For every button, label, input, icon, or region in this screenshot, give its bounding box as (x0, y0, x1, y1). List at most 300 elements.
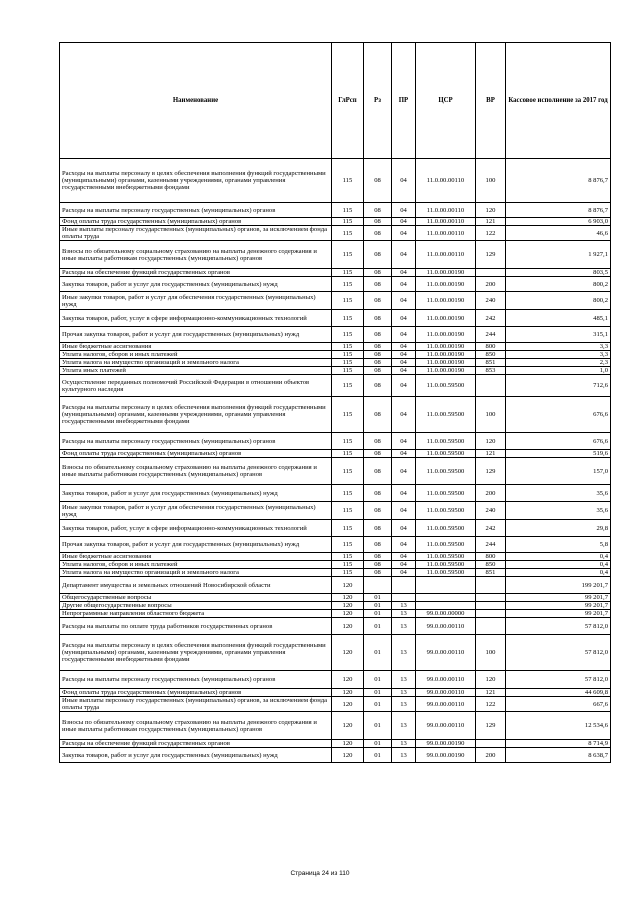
row-glrsp-cell: 115 (332, 351, 364, 359)
row-vr-cell: 244 (476, 537, 506, 553)
row-rz-cell: 08 (364, 450, 392, 458)
row-pr-cell: 13 (392, 602, 416, 610)
row-amount-cell: 12 534,6 (506, 712, 611, 740)
row-pr-cell: 04 (392, 537, 416, 553)
row-csr-cell: 11.0.00.59500 (416, 485, 476, 502)
row-csr-cell: 99.0.00.00110 (416, 635, 476, 671)
row-amount-cell: 57 812,0 (506, 635, 611, 671)
row-amount-cell: 8 876,7 (506, 203, 611, 218)
row-vr-cell: 240 (476, 292, 506, 310)
row-name-cell: Закупка товаров, работ, услуг в сфере информационно-коммуникационных технологий (60, 310, 332, 327)
row-glrsp-cell: 120 (332, 610, 364, 618)
row-csr-cell: 11.0.00.59500 (416, 502, 476, 520)
row-glrsp-cell: 115 (332, 537, 364, 553)
row-name-cell: Уплата налога на имущество организаций и земельного налога (60, 359, 332, 367)
row-amount-cell: 519,6 (506, 450, 611, 458)
row-rz-cell: 01 (364, 594, 392, 602)
table-row (60, 740, 611, 748)
row-csr-cell: 11.0.00.59500 (416, 561, 476, 569)
row-glrsp-cell: 115 (332, 569, 364, 577)
row-name-cell: Департамент имущества и земельных отношений Новосибирской области (60, 577, 332, 594)
row-glrsp-cell: 120 (332, 635, 364, 671)
row-name-cell: Взносы по обязательному социальному страхованию на выплаты денежного содержания и иные выплаты работникам государственных (муниципальных) органов (60, 458, 332, 485)
row-amount-cell: 485,1 (506, 310, 611, 327)
row-glrsp-cell: 115 (332, 203, 364, 218)
row-name-cell: Общегосударственные вопросы (60, 594, 332, 602)
row-csr-cell: 99.0.00.00190 (416, 740, 476, 748)
table-row (60, 458, 611, 485)
row-name-cell: Расходы на выплаты персоналу государственных (муниципальных) органов (60, 203, 332, 218)
row-vr-cell: 121 (476, 218, 506, 226)
row-vr-cell: 122 (476, 697, 506, 712)
row-vr-cell: 200 (476, 748, 506, 763)
row-glrsp-cell: 120 (332, 602, 364, 610)
table-row (60, 618, 611, 635)
row-vr-cell (476, 610, 506, 618)
row-amount-cell: 44 609,8 (506, 689, 611, 697)
row-vr-cell: 800 (476, 553, 506, 561)
row-csr-cell: 99.0.00.00110 (416, 712, 476, 740)
row-name-cell: Другие общегосударственные вопросы (60, 602, 332, 610)
table-row (60, 375, 611, 397)
row-pr-cell: 13 (392, 689, 416, 697)
row-glrsp-cell: 115 (332, 159, 364, 203)
row-pr-cell: 13 (392, 712, 416, 740)
row-rz-cell: 01 (364, 689, 392, 697)
table-row (60, 697, 611, 712)
row-amount-cell: 712,6 (506, 375, 611, 397)
row-pr-cell: 04 (392, 485, 416, 502)
row-csr-cell: 11.0.00.59500 (416, 553, 476, 561)
row-glrsp-cell: 120 (332, 577, 364, 594)
table-row (60, 397, 611, 433)
row-rz-cell: 08 (364, 310, 392, 327)
row-csr-cell: 11.0.00.59500 (416, 375, 476, 397)
row-name-cell: Непрограммные направления областного бюджета (60, 610, 332, 618)
row-glrsp-cell: 120 (332, 618, 364, 635)
row-glrsp-cell: 115 (332, 502, 364, 520)
row-pr-cell: 13 (392, 697, 416, 712)
row-glrsp-cell: 115 (332, 458, 364, 485)
table-row (60, 561, 611, 569)
row-name-cell: Расходы на выплаты персоналу в целях обеспечения выполнения функций государственными (муниципальными) органами, казенными учреждениями, органами управления государственными внебюджетными фондами (60, 635, 332, 671)
row-csr-cell: 11.0.00.00190 (416, 269, 476, 277)
row-amount-cell: 157,0 (506, 458, 611, 485)
table-row (60, 218, 611, 226)
row-pr-cell: 04 (392, 359, 416, 367)
row-amount-cell: 99 201,7 (506, 610, 611, 618)
row-glrsp-cell: 115 (332, 241, 364, 269)
row-rz-cell: 08 (364, 218, 392, 226)
row-rz-cell: 01 (364, 602, 392, 610)
row-glrsp-cell: 115 (332, 367, 364, 375)
table-body (60, 159, 611, 763)
row-vr-cell: 242 (476, 310, 506, 327)
row-pr-cell: 04 (392, 351, 416, 359)
table-row (60, 671, 611, 689)
row-vr-cell: 129 (476, 458, 506, 485)
row-pr-cell: 04 (392, 159, 416, 203)
row-glrsp-cell: 115 (332, 553, 364, 561)
row-csr-cell: 11.0.00.00110 (416, 159, 476, 203)
row-pr-cell: 13 (392, 618, 416, 635)
row-name-cell: Уплата налогов, сборов и иных платежей (60, 351, 332, 359)
row-rz-cell: 08 (364, 203, 392, 218)
row-rz-cell: 08 (364, 537, 392, 553)
table-row (60, 277, 611, 292)
row-amount-cell: 5,8 (506, 537, 611, 553)
row-name-cell: Расходы на обеспечение функций государственных органов (60, 269, 332, 277)
row-pr-cell: 04 (392, 277, 416, 292)
row-glrsp-cell: 120 (332, 671, 364, 689)
row-pr-cell: 04 (392, 343, 416, 351)
table-row (60, 553, 611, 561)
row-amount-cell: 35,6 (506, 502, 611, 520)
row-vr-cell: 850 (476, 351, 506, 359)
row-vr-cell: 100 (476, 397, 506, 433)
row-pr-cell: 13 (392, 671, 416, 689)
row-vr-cell: 120 (476, 203, 506, 218)
row-vr-cell: 121 (476, 689, 506, 697)
row-rz-cell (364, 577, 392, 594)
table-row (60, 748, 611, 763)
table-row (60, 689, 611, 697)
row-rz-cell: 08 (364, 159, 392, 203)
row-amount-cell: 99 201,7 (506, 602, 611, 610)
row-csr-cell: 11.0.00.59500 (416, 433, 476, 450)
row-csr-cell: 99.0.00.00000 (416, 610, 476, 618)
row-name-cell: Закупка товаров, работ, услуг в сфере информационно-коммуникационных технологий (60, 520, 332, 537)
row-csr-cell: 11.0.00.00190 (416, 277, 476, 292)
row-name-cell: Осуществление переданных полномочий Российской Федерации в отношении объектов культурного наследия (60, 375, 332, 397)
row-vr-cell: 244 (476, 327, 506, 343)
row-rz-cell: 08 (364, 433, 392, 450)
row-csr-cell: 11.0.00.00190 (416, 359, 476, 367)
row-name-cell: Прочая закупка товаров, работ и услуг для государственных (муниципальных) нужд (60, 327, 332, 343)
row-csr-cell: 11.0.00.00190 (416, 292, 476, 310)
row-pr-cell (392, 577, 416, 594)
row-amount-cell: 8 876,7 (506, 159, 611, 203)
row-rz-cell: 08 (364, 367, 392, 375)
row-csr-cell: 99.0.00.00110 (416, 697, 476, 712)
table-row (60, 485, 611, 502)
row-csr-cell: 99.0.00.00110 (416, 618, 476, 635)
row-glrsp-cell: 115 (332, 561, 364, 569)
header-name: Наименование (60, 43, 332, 159)
table-row (60, 292, 611, 310)
row-glrsp-cell: 120 (332, 697, 364, 712)
table-row (60, 327, 611, 343)
row-csr-cell: 11.0.00.00110 (416, 218, 476, 226)
table-row (60, 203, 611, 218)
header-glrsp: ГлРсп (332, 43, 364, 159)
row-csr-cell: 99.0.00.00110 (416, 689, 476, 697)
row-amount-cell: 3,3 (506, 343, 611, 351)
row-glrsp-cell: 120 (332, 748, 364, 763)
row-rz-cell: 01 (364, 618, 392, 635)
row-glrsp-cell: 115 (332, 226, 364, 241)
header-rz: Рз (364, 43, 392, 159)
row-csr-cell: 11.0.00.00110 (416, 203, 476, 218)
row-vr-cell (476, 594, 506, 602)
row-name-cell: Расходы на выплаты персоналу государственных (муниципальных) органов (60, 671, 332, 689)
row-glrsp-cell: 120 (332, 712, 364, 740)
row-csr-cell: 99.0.00.00190 (416, 748, 476, 763)
row-csr-cell: 99.0.00.00110 (416, 671, 476, 689)
row-vr-cell (476, 375, 506, 397)
row-name-cell: Фонд оплаты труда государственных (муниципальных) органов (60, 689, 332, 697)
row-rz-cell: 08 (364, 226, 392, 241)
row-csr-cell: 11.0.00.59500 (416, 450, 476, 458)
row-amount-cell: 0,4 (506, 569, 611, 577)
page-footer: Страница 24 из 110 (290, 870, 350, 877)
row-pr-cell: 04 (392, 397, 416, 433)
row-rz-cell: 08 (364, 561, 392, 569)
row-vr-cell: 851 (476, 359, 506, 367)
table-row (60, 537, 611, 553)
row-pr-cell: 04 (392, 292, 416, 310)
row-rz-cell: 01 (364, 748, 392, 763)
row-amount-cell: 800,2 (506, 277, 611, 292)
row-name-cell: Расходы на обеспечение функций государственных органов (60, 740, 332, 748)
row-name-cell: Прочая закупка товаров, работ и услуг для государственных (муниципальных) нужд (60, 537, 332, 553)
row-vr-cell (476, 602, 506, 610)
header-amount: Кассовое исполнение за 2017 год (506, 43, 611, 159)
row-pr-cell: 04 (392, 458, 416, 485)
row-vr-cell (476, 740, 506, 748)
row-amount-cell: 46,6 (506, 226, 611, 241)
row-vr-cell: 853 (476, 367, 506, 375)
row-rz-cell: 08 (364, 359, 392, 367)
row-pr-cell: 04 (392, 241, 416, 269)
table-row (60, 610, 611, 618)
row-csr-cell: 11.0.00.00190 (416, 343, 476, 351)
budget-table (59, 42, 611, 763)
row-glrsp-cell: 120 (332, 689, 364, 697)
row-pr-cell: 13 (392, 635, 416, 671)
table-row (60, 712, 611, 740)
row-rz-cell: 08 (364, 553, 392, 561)
row-glrsp-cell: 115 (332, 327, 364, 343)
row-pr-cell: 04 (392, 569, 416, 577)
row-vr-cell: 240 (476, 502, 506, 520)
table-row (60, 310, 611, 327)
row-glrsp-cell: 115 (332, 520, 364, 537)
row-rz-cell: 08 (364, 351, 392, 359)
row-name-cell: Фонд оплаты труда государственных (муниципальных) органов (60, 218, 332, 226)
table-row (60, 450, 611, 458)
header-csr: ЦСР (416, 43, 476, 159)
header-pr: ПР (392, 43, 416, 159)
table-row (60, 367, 611, 375)
row-amount-cell: 1,0 (506, 367, 611, 375)
row-amount-cell: 0,4 (506, 553, 611, 561)
row-csr-cell: 11.0.00.59500 (416, 458, 476, 485)
row-vr-cell (476, 577, 506, 594)
row-pr-cell: 04 (392, 327, 416, 343)
table-row (60, 577, 611, 594)
row-name-cell: Уплата налога на имущество организаций и земельного налога (60, 569, 332, 577)
row-rz-cell: 08 (364, 397, 392, 433)
row-name-cell: Взносы по обязательному социальному страхованию на выплаты денежного содержания и иные выплаты работникам государственных (муниципальных) органов (60, 241, 332, 269)
table-header (60, 43, 611, 159)
row-rz-cell: 01 (364, 712, 392, 740)
row-name-cell: Расходы на выплаты персоналу в целях обеспечения выполнения функций государственными (муниципальными) органами, казенными учреждениями, органами управления государственными внебюджетными фондами (60, 159, 332, 203)
row-amount-cell: 29,8 (506, 520, 611, 537)
row-csr-cell (416, 602, 476, 610)
row-rz-cell: 08 (364, 375, 392, 397)
table-row (60, 359, 611, 367)
row-csr-cell (416, 577, 476, 594)
row-rz-cell: 08 (364, 277, 392, 292)
row-name-cell: Уплата налогов, сборов и иных платежей (60, 561, 332, 569)
row-name-cell: Иные выплаты персоналу государственных (муниципальных) органов, за исключением фонда оплаты труда (60, 697, 332, 712)
row-glrsp-cell: 120 (332, 740, 364, 748)
table-row (60, 433, 611, 450)
row-vr-cell: 242 (476, 520, 506, 537)
row-csr-cell: 11.0.00.59500 (416, 520, 476, 537)
table-row (60, 241, 611, 269)
table-row (60, 159, 611, 203)
row-rz-cell: 08 (364, 502, 392, 520)
row-name-cell: Расходы на выплаты персоналу государственных (муниципальных) органов (60, 433, 332, 450)
row-pr-cell: 04 (392, 553, 416, 561)
row-glrsp-cell: 115 (332, 277, 364, 292)
header-vr: ВР (476, 43, 506, 159)
row-name-cell: Иные закупки товаров, работ и услуг для обеспечения государственных (муниципальных) нужд (60, 292, 332, 310)
row-amount-cell: 676,6 (506, 397, 611, 433)
row-vr-cell: 129 (476, 712, 506, 740)
row-csr-cell: 11.0.00.00110 (416, 226, 476, 241)
row-vr-cell: 800 (476, 343, 506, 351)
row-name-cell: Иные бюджетные ассигнования (60, 553, 332, 561)
row-pr-cell: 04 (392, 218, 416, 226)
row-amount-cell: 676,6 (506, 433, 611, 450)
row-name-cell: Расходы на выплаты персоналу в целях обеспечения выполнения функций государственными (муниципальными) органами, казенными учреждениями, органами управления государственными внебюджетными фондами (60, 397, 332, 433)
row-vr-cell (476, 269, 506, 277)
row-rz-cell: 08 (364, 485, 392, 502)
row-name-cell: Иные закупки товаров, работ и услуг для обеспечения государственных (муниципальных) нужд (60, 502, 332, 520)
row-csr-cell: 11.0.00.00190 (416, 310, 476, 327)
row-vr-cell: 200 (476, 277, 506, 292)
row-amount-cell: 6 903,0 (506, 218, 611, 226)
row-rz-cell: 08 (364, 520, 392, 537)
row-vr-cell: 100 (476, 635, 506, 671)
row-pr-cell: 04 (392, 433, 416, 450)
row-pr-cell: 13 (392, 748, 416, 763)
row-pr-cell: 04 (392, 226, 416, 241)
row-rz-cell: 08 (364, 343, 392, 351)
row-glrsp-cell: 115 (332, 359, 364, 367)
row-rz-cell: 01 (364, 671, 392, 689)
row-amount-cell: 315,1 (506, 327, 611, 343)
row-name-cell: Расходы на выплаты по оплате труда работников государственных органов (60, 618, 332, 635)
row-glrsp-cell: 120 (332, 594, 364, 602)
header-row (60, 43, 611, 159)
row-vr-cell (476, 618, 506, 635)
row-pr-cell: 04 (392, 561, 416, 569)
row-name-cell: Закупка товаров, работ и услуг для государственных (муниципальных) нужд (60, 277, 332, 292)
row-rz-cell: 08 (364, 292, 392, 310)
row-glrsp-cell: 115 (332, 218, 364, 226)
table-row (60, 520, 611, 537)
row-vr-cell: 120 (476, 671, 506, 689)
row-name-cell: Иные выплаты персоналу государственных (муниципальных) органов, за исключением фонда оплаты труда (60, 226, 332, 241)
row-name-cell: Взносы по обязательному социальному страхованию на выплаты денежного содержания и иные выплаты работникам государственных (муниципальных) органов (60, 712, 332, 740)
row-name-cell: Закупка товаров, работ и услуг для государственных (муниципальных) нужд (60, 485, 332, 502)
row-vr-cell: 120 (476, 433, 506, 450)
row-pr-cell: 04 (392, 450, 416, 458)
row-pr-cell: 13 (392, 610, 416, 618)
row-csr-cell: 11.0.00.59500 (416, 569, 476, 577)
row-rz-cell: 08 (364, 269, 392, 277)
row-csr-cell: 11.0.00.00190 (416, 327, 476, 343)
table-row (60, 569, 611, 577)
row-amount-cell: 2,3 (506, 359, 611, 367)
row-amount-cell: 800,2 (506, 292, 611, 310)
row-pr-cell: 04 (392, 310, 416, 327)
row-pr-cell: 04 (392, 203, 416, 218)
row-csr-cell: 11.0.00.00190 (416, 351, 476, 359)
row-amount-cell: 803,5 (506, 269, 611, 277)
row-amount-cell: 199 201,7 (506, 577, 611, 594)
row-glrsp-cell: 115 (332, 269, 364, 277)
table-row (60, 635, 611, 671)
row-glrsp-cell: 115 (332, 292, 364, 310)
row-csr-cell: 11.0.00.00190 (416, 367, 476, 375)
row-amount-cell: 667,6 (506, 697, 611, 712)
row-pr-cell: 04 (392, 520, 416, 537)
row-csr-cell: 11.0.00.59500 (416, 537, 476, 553)
row-pr-cell (392, 594, 416, 602)
row-pr-cell: 13 (392, 740, 416, 748)
table-row (60, 502, 611, 520)
row-glrsp-cell: 115 (332, 433, 364, 450)
row-amount-cell: 8 638,7 (506, 748, 611, 763)
row-amount-cell: 3,3 (506, 351, 611, 359)
row-amount-cell: 99 201,7 (506, 594, 611, 602)
row-rz-cell: 08 (364, 241, 392, 269)
row-glrsp-cell: 115 (332, 375, 364, 397)
row-rz-cell: 08 (364, 569, 392, 577)
row-pr-cell: 04 (392, 269, 416, 277)
row-vr-cell: 121 (476, 450, 506, 458)
row-rz-cell: 01 (364, 610, 392, 618)
table-row (60, 343, 611, 351)
row-rz-cell: 08 (364, 327, 392, 343)
row-pr-cell: 04 (392, 502, 416, 520)
table-row (60, 269, 611, 277)
row-amount-cell: 0,4 (506, 561, 611, 569)
row-name-cell: Фонд оплаты труда государственных (муниципальных) органов (60, 450, 332, 458)
row-vr-cell: 100 (476, 159, 506, 203)
row-name-cell: Уплата иных платежей (60, 367, 332, 375)
row-csr-cell: 11.0.00.59500 (416, 397, 476, 433)
row-name-cell: Иные бюджетные ассигнования (60, 343, 332, 351)
row-glrsp-cell: 115 (332, 310, 364, 327)
row-vr-cell: 129 (476, 241, 506, 269)
table-row (60, 602, 611, 610)
table-row (60, 351, 611, 359)
row-amount-cell: 57 812,0 (506, 618, 611, 635)
row-rz-cell: 01 (364, 635, 392, 671)
row-amount-cell: 57 812,0 (506, 671, 611, 689)
row-glrsp-cell: 115 (332, 397, 364, 433)
row-pr-cell: 04 (392, 375, 416, 397)
row-name-cell: Закупка товаров, работ и услуг для государственных (муниципальных) нужд (60, 748, 332, 763)
row-pr-cell: 04 (392, 367, 416, 375)
row-vr-cell: 122 (476, 226, 506, 241)
